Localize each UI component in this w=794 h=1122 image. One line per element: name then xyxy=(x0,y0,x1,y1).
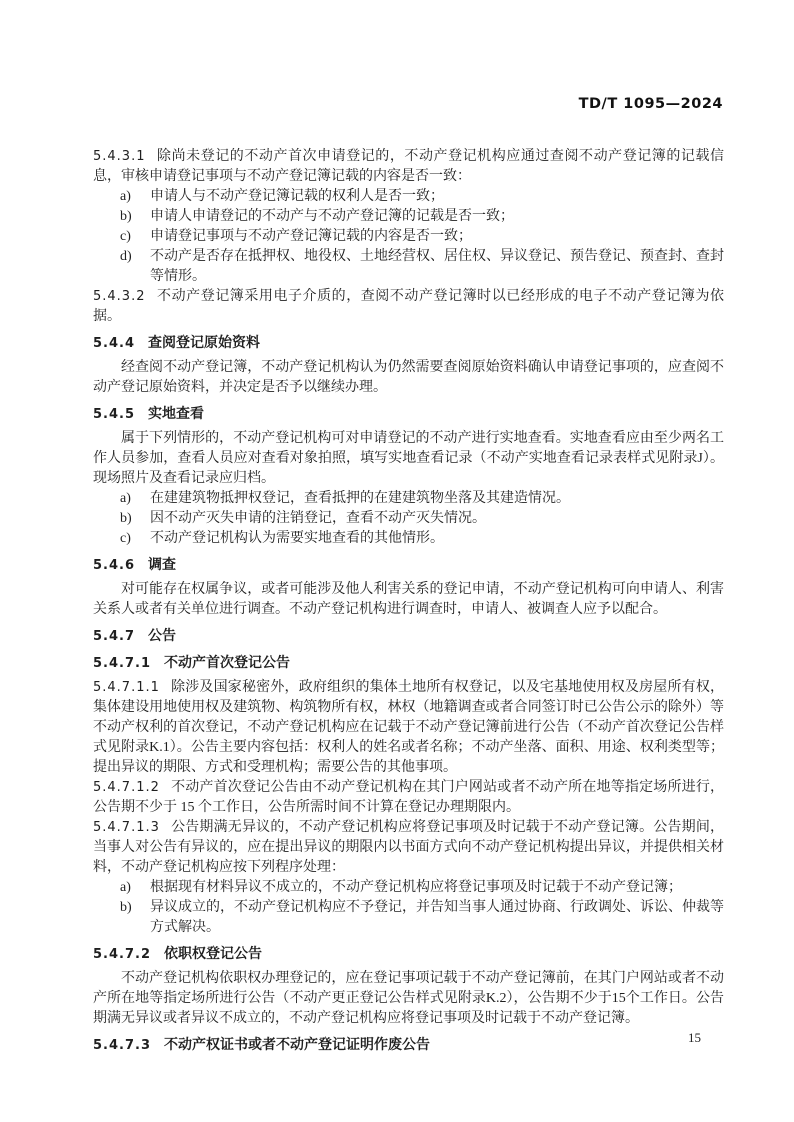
clause-number: 5.4.7.1.1 xyxy=(93,680,160,695)
list-text: 异议成立的，不动产登记机构应不予登记，并告知当事人通过协商、行政调处、诉讼、仲裁等方式解决。 xyxy=(150,900,724,935)
list-item xyxy=(93,207,724,227)
heading-5-4-7 xyxy=(93,625,724,647)
heading-text: 不动产权证书或者不动产登记证明作废公告 xyxy=(164,1036,430,1052)
heading-text: 调查 xyxy=(148,556,177,572)
heading-number: 5.4.4 xyxy=(93,336,136,351)
list-marker: b) xyxy=(120,209,132,224)
list-5-4-3-1 xyxy=(93,187,724,287)
clause-text: 公告期满无异议的，不动产登记机构应将登记事项及时记载于不动产登记簿。公告期间，当事人对公告有异议的，应在提出异议的期限内以书面方式向不动产登记机构提出异议，并提供相关材料，不动产登记机构应按下列程序处理： xyxy=(93,820,724,875)
list-item xyxy=(93,878,724,898)
clause-number: 5.4.7.1.2 xyxy=(93,780,160,795)
list-marker: c) xyxy=(120,229,131,244)
list-marker: b) xyxy=(120,511,132,526)
list-text: 申请人与不动产登记簿记载的权利人是否一致； xyxy=(150,189,444,204)
heading-5-4-7-3 xyxy=(93,1034,724,1056)
heading-text: 依职权登记公告 xyxy=(164,945,262,961)
heading-5-4-7-2 xyxy=(93,943,724,965)
list-item xyxy=(93,529,724,549)
clause-number: 5.4.3.1 xyxy=(93,149,146,164)
heading-number: 5.4.7.2 xyxy=(93,947,151,962)
heading-number: 5.4.7 xyxy=(93,629,136,644)
page-content xyxy=(93,147,724,1060)
clause-text: 除涉及国家秘密外，政府组织的集体土地所有权登记，以及宅基地使用权及房屋所有权，集体建设用地使用权及建筑物、构筑物所有权，林权（地籍调查或者合同签订时已公告公示的除外）等不动产权利的首次登记，不动产登记机构应在记载于不动产登记簿前进行公告（不动产首次登记公告样式见附录K.1）。公告主要内容包括：权利人的姓名或者名称；不动产坐落、面积、用途、权利类型等；提出异议的期限、方式和受理机构；需要公告的其他事项。 xyxy=(93,680,724,775)
heading-number: 5.4.7.1 xyxy=(93,656,151,671)
clause-text: 不动产首次登记公告由不动产登记机构在其门户网站或者不动产所在地等指定场所进行，公告期不少于 15 个工作日，公告所需时间不计算在登记办理期限内。 xyxy=(93,780,724,815)
list-item xyxy=(93,247,724,287)
list-marker: a) xyxy=(120,189,131,204)
list-item xyxy=(93,187,724,207)
clause-5-4-7-1-2 xyxy=(93,778,724,818)
heading-text: 实地查看 xyxy=(148,405,205,421)
list-marker: b) xyxy=(120,900,132,915)
heading-5-4-7-1 xyxy=(93,652,724,674)
para-5-4-7-2: 不动产登记机构依职权办理登记的，应在登记事项记载于不动产登记簿前，在其门户网站或者不动产所在地等指定场所进行公告（不动产更正登记公告样式见附录K.2），公告期不少于15个工作日。公告期满无异议或者异议不成立的，不动产登记机构应将登记事项及时记载于不动产登记簿。 xyxy=(93,971,724,1026)
list-item xyxy=(93,227,724,247)
list-text: 在建建筑物抵押权登记，查看抵押的在建建筑物坐落及其建造情况。 xyxy=(150,491,570,506)
list-marker: d) xyxy=(120,249,132,264)
clause-5-4-7-1-3 xyxy=(93,818,724,878)
list-marker: a) xyxy=(120,491,131,506)
para-5-4-5: 属于下列情形的，不动产登记机构可对申请登记的不动产进行实地查看。实地查看应由至少两名工作人员参加，查看人员应对查看对象拍照，填写实地查看记录（不动产实地查看记录表样式见附录J）。现场照片及查看记录应归档。 xyxy=(93,431,724,486)
clause-5-4-3-1 xyxy=(93,147,724,187)
list-text: 申请登记事项与不动产登记簿记载的内容是否一致； xyxy=(150,229,472,244)
heading-number: 5.4.7.3 xyxy=(93,1038,151,1053)
heading-number: 5.4.6 xyxy=(93,558,136,573)
clause-5-4-7-1-1 xyxy=(93,678,724,778)
heading-text: 查阅登记原始资料 xyxy=(148,334,261,350)
list-item xyxy=(93,509,724,529)
clause-text: 除尚未登记的不动产首次申请登记的，不动产登记机构应通过查阅不动产登记簿的记载信息，审核申请登记事项与不动产登记簿记载的内容是否一致： xyxy=(93,149,724,184)
heading-5-4-6 xyxy=(93,554,724,576)
heading-number: 5.4.5 xyxy=(93,407,136,422)
list-text: 因不动产灭失申请的注销登记，查看不动产灭失情况。 xyxy=(150,511,486,526)
list-5-4-5 xyxy=(93,489,724,549)
heading-5-4-4 xyxy=(93,332,724,354)
clause-text: 不动产登记簿采用电子介质的，查阅不动产登记簿时以已经形成的电子不动产登记簿为依据。 xyxy=(93,289,724,324)
standard-code-header xyxy=(0,96,723,112)
list-5-4-7-1-3 xyxy=(93,878,724,938)
list-text: 不动产是否存在抵押权、地役权、土地经营权、居住权、异议登记、预告登记、预查封、查封等情形。 xyxy=(150,249,724,284)
para-5-4-4: 经查阅不动产登记簿，不动产登记机构认为仍然需要查阅原始资料确认申请登记事项的，应查阅不动产登记原始资料，并决定是否予以继续办理。 xyxy=(93,360,724,395)
standard-code: TD/T 1095—2024 xyxy=(578,96,723,112)
list-item xyxy=(93,898,724,938)
heading-5-4-5 xyxy=(93,403,724,425)
clause-number: 5.4.3.2 xyxy=(93,289,146,304)
para-5-4-6: 对可能存在权属争议，或者可能涉及他人利害关系的登记申请，不动产登记机构可向申请人、利害关系人或者有关单位进行调查。不动产登记机构进行调查时，申请人、被调查人应予以配合。 xyxy=(93,582,724,617)
clause-5-4-3-2 xyxy=(93,287,724,327)
list-item xyxy=(93,489,724,509)
list-marker: c) xyxy=(120,531,131,546)
clause-number: 5.4.7.1.3 xyxy=(93,820,160,835)
list-text: 申请人申请登记的不动产与不动产登记簿的记载是否一致； xyxy=(150,209,514,224)
heading-text: 不动产首次登记公告 xyxy=(164,654,290,670)
list-text: 不动产登记机构认为需要实地查看的其他情形。 xyxy=(150,531,444,546)
heading-text: 公告 xyxy=(148,627,177,643)
list-marker: a) xyxy=(120,880,131,895)
page-number: 15 xyxy=(688,1030,701,1045)
list-text: 根据现有材料异议不成立的，不动产登记机构应将登记事项及时记载于不动产登记簿； xyxy=(150,880,682,895)
